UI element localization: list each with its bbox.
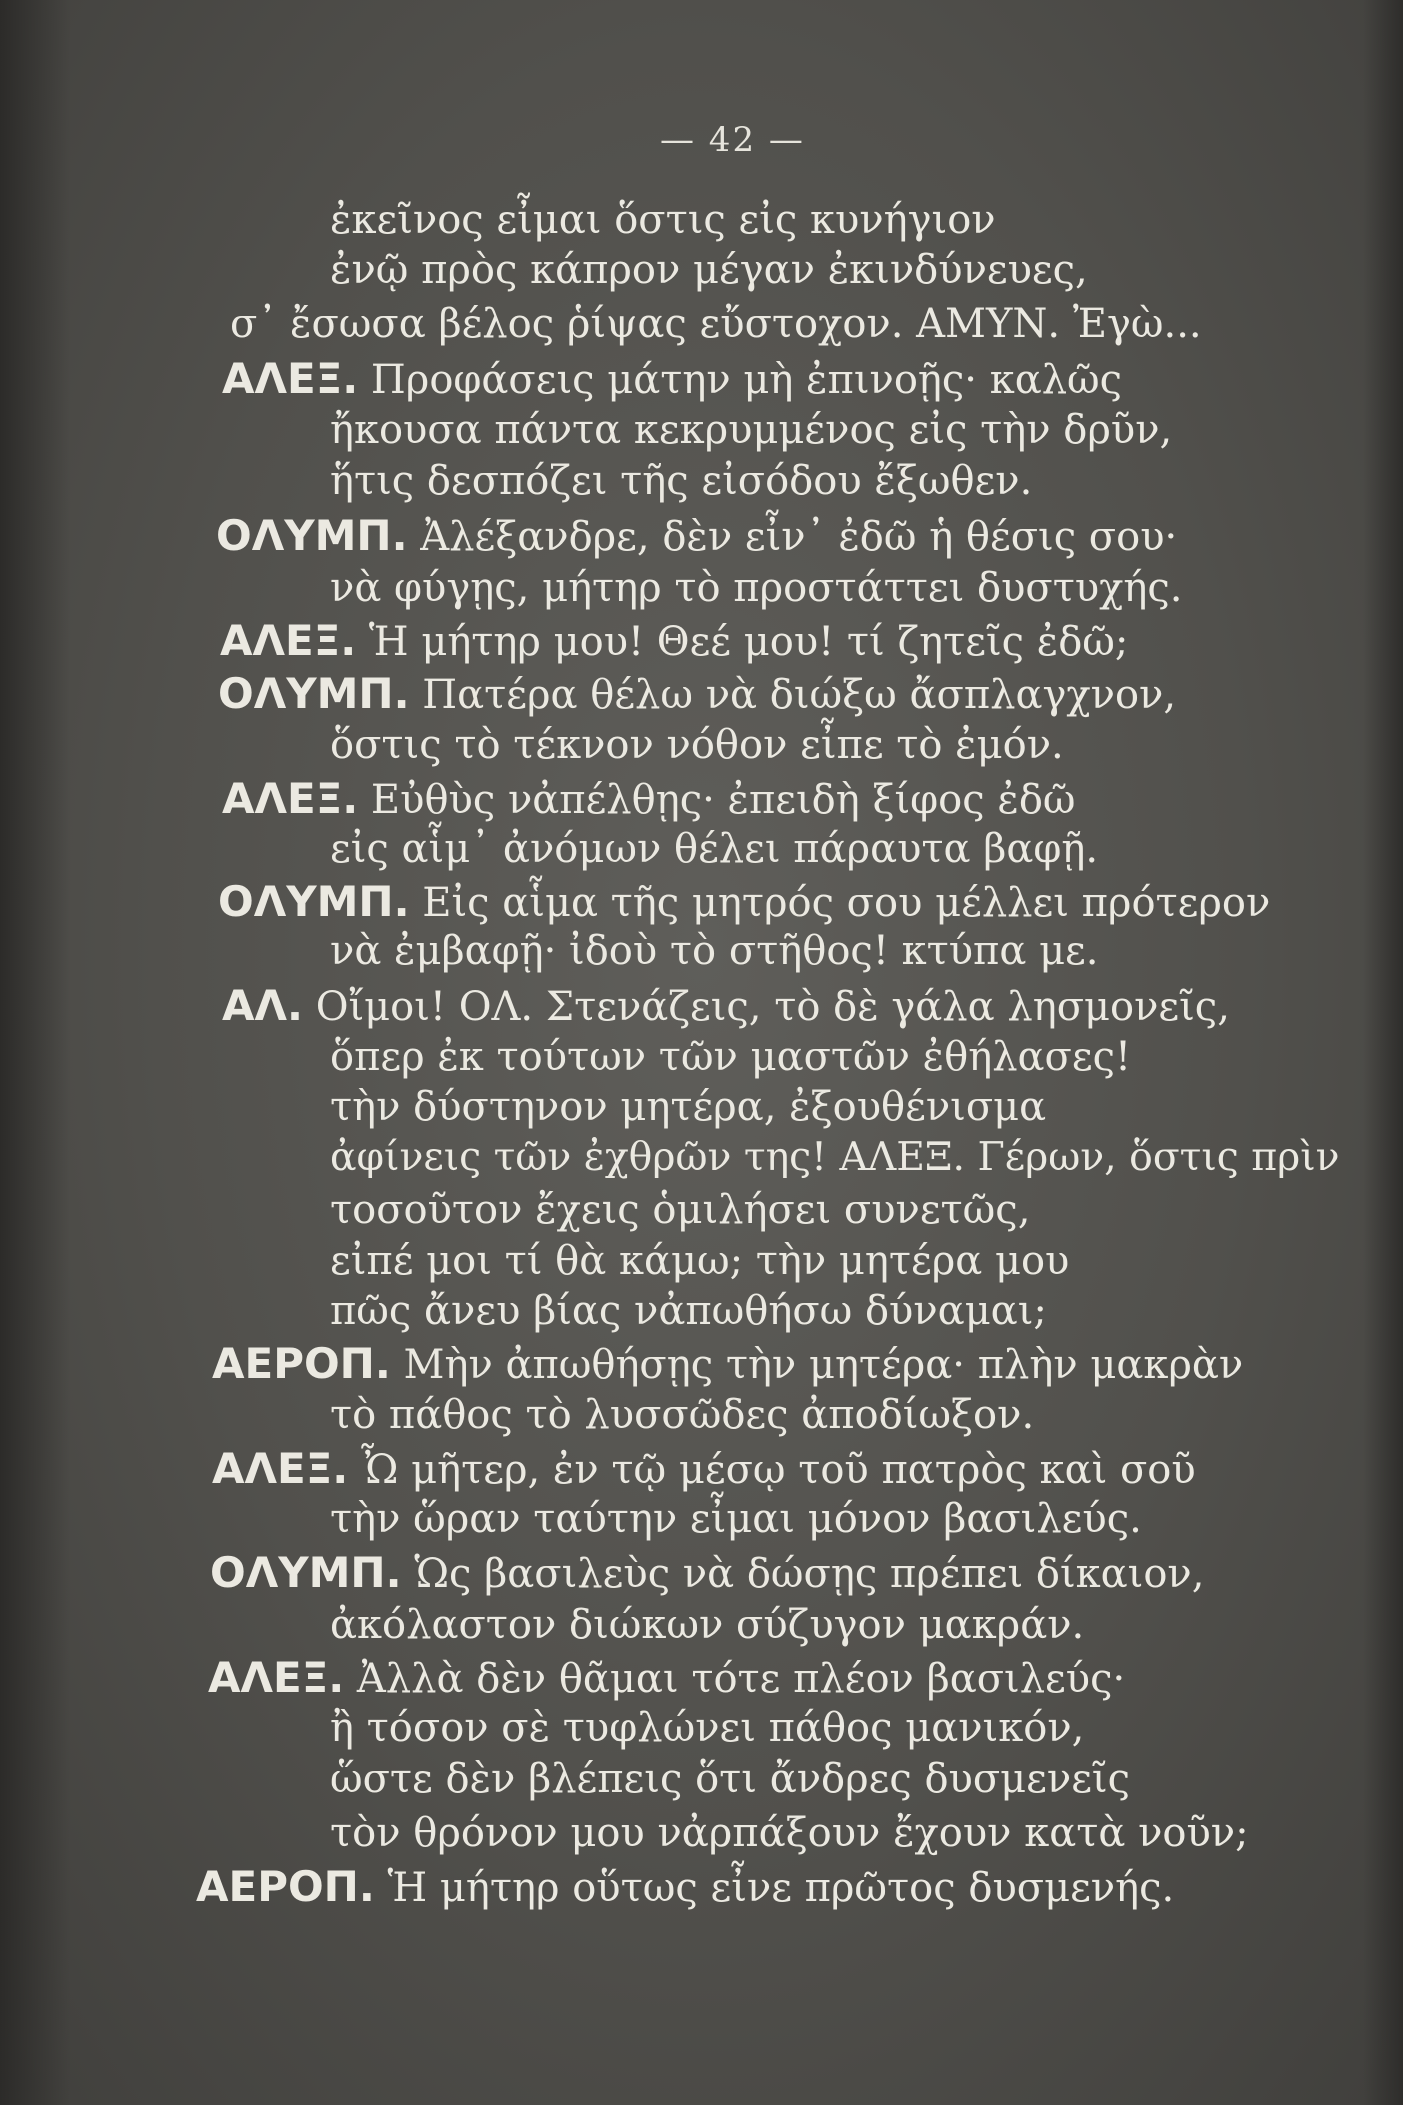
line-text: νὰ ἐμβαφῇ· ἰδοὺ τὸ στῆθος! κτύπα με. (330, 928, 1099, 974)
speaker-name: ΟΛΥΜΠ. (218, 877, 410, 926)
line-text: Ὡς βασιλεὺς νὰ δώσῃς πρέπει δίκαιον, (414, 1551, 1205, 1597)
speech-line (220, 616, 1129, 665)
line-text: εἰς αἷμ᾽ ἀνόμων θέλει πάραυτα βαφῇ. (330, 826, 1099, 872)
line-text: Ἀλέξανδρε, δὲν εἶν᾽ ἐδῶ ἡ θέσις σου· (420, 514, 1178, 560)
verse-line (330, 1034, 1132, 1080)
verse-line (330, 1135, 1340, 1180)
page-shadow-right (1363, 0, 1403, 2105)
verse-line (330, 1187, 1031, 1233)
speech-line (210, 1548, 1205, 1597)
speech-line (222, 774, 1076, 823)
line-text: Οἴμοι! ΟΛ. Στενάζεις, τὸ δὲ γάλα λησμονεῖς, (315, 984, 1230, 1030)
speech-line (216, 511, 1178, 560)
line-text: ἀκόλαστον διώκων σύζυγον μακράν. (330, 1602, 1085, 1648)
verse-line (330, 197, 996, 243)
line-text: τοσοῦτον ἔχεις ὁμιλήσει συνετῶς, (330, 1187, 1031, 1233)
verse-line (330, 1496, 1142, 1542)
verse-line (330, 1756, 1130, 1802)
speaker-name: ΑΛΕΞ. (222, 354, 359, 403)
line-text: Πατέρα θέλω νὰ διώξω ἄσπλαγχνον, (422, 672, 1177, 718)
verse-line (330, 407, 1173, 453)
page-shadow-left (0, 0, 70, 2105)
line-text: ὅστις τὸ τέκνον νόθον εἶπε τὸ ἐμόν. (330, 722, 1064, 768)
line-text: Ἡ μήτηρ οὕτως εἶνε πρῶτος δυσμενής. (387, 1865, 1175, 1911)
speaker-name: ΑΕΡΟΠ. (196, 1862, 375, 1911)
line-text: νὰ φύγῃς, μήτηρ τὸ προστάττει δυστυχής. (330, 565, 1183, 611)
line-text: ὅπερ ἐκ τούτων τῶν μαστῶν ἐθήλασες! (330, 1034, 1132, 1080)
speaker-name: ΟΛΥΜΠ. (210, 1548, 402, 1597)
speaker-name: ΑΛΕΞ. (220, 616, 357, 665)
line-text: ὥστε δὲν βλέπεις ὅτι ἄνδρες δυσμενεῖς (330, 1756, 1130, 1802)
line-text: ἢ τόσον σὲ τυφλώνει πάθος μανικόν, (330, 1705, 1085, 1751)
speech-line (196, 1862, 1175, 1911)
speaker-name: ΑΛΕΞ. (212, 1444, 349, 1493)
verse-line (330, 928, 1099, 974)
verse-line (330, 1288, 1047, 1334)
verse-line (330, 826, 1099, 872)
verse-line (330, 1238, 1070, 1284)
line-text: Προφάσεις μάτην μὴ ἐπινοῇς· καλῶς (370, 357, 1123, 403)
speech-line (212, 1339, 1244, 1388)
speaker-name: ΑΛΕΞ. (222, 774, 359, 823)
line-text: Ἡ μήτηρ μου! Θεέ μου! τί ζητεῖς ἐδῶ; (368, 619, 1129, 665)
speaker-name: ΟΛΥΜΠ. (216, 511, 408, 560)
verse-line (330, 1810, 1249, 1856)
verse-line (330, 1705, 1085, 1751)
line-text: σ᾽ ἔσωσα βέλος ῥίψας εὔστοχον. ΑΜΥΝ. Ἐγὼ... (230, 301, 1202, 347)
verse-line (330, 565, 1183, 611)
line-text: τὴν ὥραν ταύτην εἶμαι μόνον βασιλεύς. (330, 1496, 1142, 1542)
line-text: ἐνῷ πρὸς κάπρον μέγαν ἐκινδύνευες, (330, 247, 1088, 293)
speech-line (218, 877, 1271, 926)
speaker-name: ΑΛ. (222, 981, 303, 1030)
line-text: τὸν θρόνον μου νἀρπάξουν ἔχουν κατὰ νοῦν; (330, 1810, 1249, 1856)
speech-line (222, 354, 1123, 403)
verse-line (330, 722, 1064, 768)
line-text: Μὴν ἀπωθήσῃς τὴν μητέρα· πλὴν μακρὰν (403, 1342, 1244, 1388)
line-text: ἐκεῖνος εἶμαι ὅστις εἰς κυνήγιον (330, 197, 996, 243)
line-text: τὸ πάθος τὸ λυσσῶδες ἀποδίωξον. (330, 1392, 1035, 1438)
line-text: ἤκουσα πάντα κεκρυμμένος εἰς τὴν δρῦν, (330, 407, 1173, 453)
page-number: — 42 — (660, 120, 805, 160)
verse-line (330, 1392, 1035, 1438)
verse-line (230, 301, 1202, 347)
speaker-name: ΑΕΡΟΠ. (212, 1339, 391, 1388)
speech-line (218, 669, 1177, 718)
speaker-name: ΑΛΕΞ. (208, 1653, 345, 1702)
line-text: τὴν δύστηνον μητέρα, ἐξουθένισμα (330, 1084, 1047, 1130)
speech-line (208, 1653, 1126, 1702)
verse-line (330, 247, 1088, 293)
line-text: εἰπέ μοι τί θὰ κάμω; τὴν μητέρα μου (330, 1238, 1070, 1284)
verse-line (330, 1602, 1085, 1648)
speech-line (222, 981, 1230, 1030)
verse-line (330, 458, 1033, 504)
line-text: Εἰς αἷμα τῆς μητρός σου μέλλει πρότερον (422, 880, 1271, 926)
line-text: Ἀλλὰ δὲν θᾶμαι τότε πλέον βασιλεύς· (356, 1656, 1126, 1702)
line-text: ἥτις δεσπόζει τῆς εἰσόδου ἔξωθεν. (330, 458, 1033, 504)
line-text: Ὦ μῆτερ, ἐν τῷ μέσῳ τοῦ πατρὸς καὶ σοῦ (360, 1447, 1196, 1493)
verse-line (330, 1084, 1047, 1130)
speaker-name: ΟΛΥΜΠ. (218, 669, 410, 718)
line-text: ἀφίνεις τῶν ἐχθρῶν της! ΑΛΕΞ. Γέρων, ὅστις πρὶν (330, 1135, 1340, 1180)
speech-line (212, 1444, 1196, 1493)
line-text: Εὐθὺς νἀπέλθῃς· ἐπειδὴ ξίφος ἐδῶ (370, 777, 1076, 823)
line-text: πῶς ἄνευ βίας νἀπωθήσω δύναμαι; (330, 1288, 1047, 1334)
